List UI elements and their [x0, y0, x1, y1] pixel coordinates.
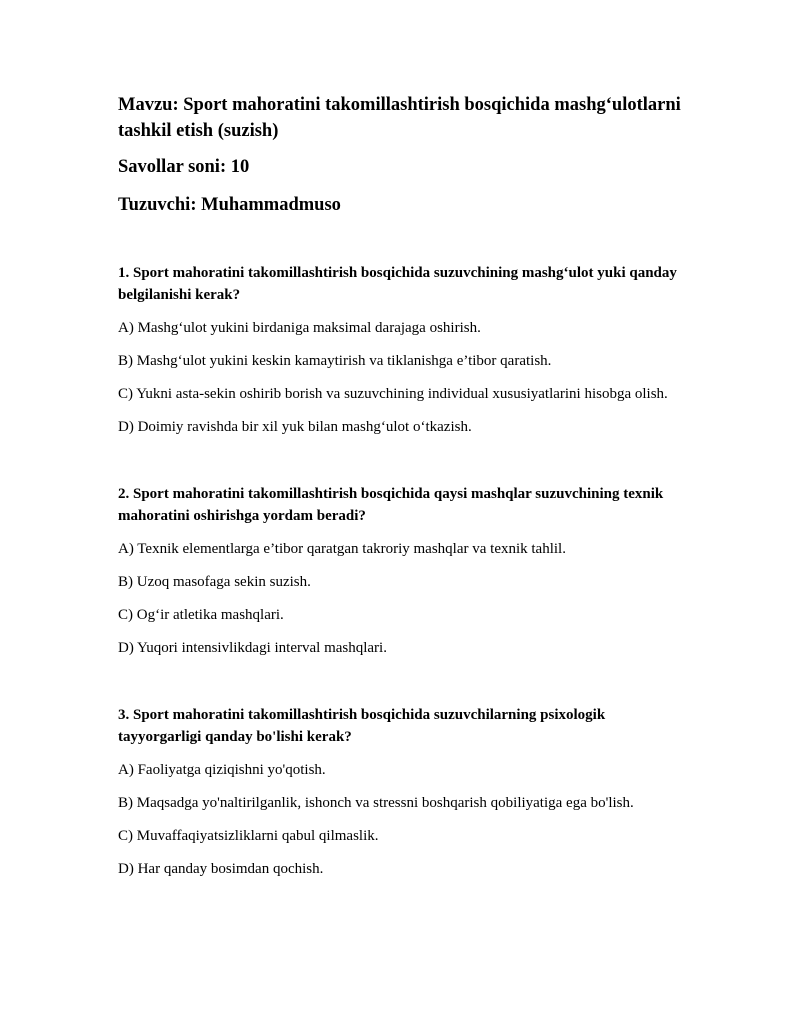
question-text: 3. Sport mahoratini takomillashtirish bosqichida suzuvchilarning psixologik tayyorgarligi qanday bo'lishi kerak?: [118, 707, 606, 745]
answer-option-a: A) Texnik elementlarga e’tibor qaratgan takroriy mashqlar va texnik tahlil.: [118, 541, 566, 557]
answer-option-b: B) Uzoq masofaga sekin suzish.: [118, 574, 311, 590]
question-block: [118, 262, 688, 438]
answer-option-b: B) Mashg‘ulot yukini keskin kamaytirish va tiklanishga e’tibor qaratish.: [118, 353, 552, 369]
answer-option-c: C) Yukni asta-sekin oshirib borish va suzuvchining individual xususiyatlarini hisobga olish.: [118, 386, 668, 402]
author-line: Tuzuvchi: Muhammadmuso: [118, 195, 341, 215]
question-text: 2. Sport mahoratini takomillashtirish bosqichida qaysi mashqlar suzuvchining texnik mahoratini oshirishga yordam beradi?: [118, 486, 664, 524]
answer-option-a: A) Mashg‘ulot yukini birdaniga maksimal darajaga oshirish.: [118, 320, 481, 336]
answer-option-a: A) Faoliyatga qiziqishni yo'qotish.: [118, 762, 326, 778]
answer-option-d: D) Doimiy ravishda bir xil yuk bilan mashg‘ulot o‘tkazish.: [118, 419, 472, 435]
answer-option-c: C) Og‘ir atletika mashqlari.: [118, 607, 284, 623]
answer-option-d: D) Har qanday bosimdan qochish.: [118, 861, 324, 877]
answer-option-b: B) Maqsadga yo'naltirilganlik, ishonch va stressni boshqarish qobiliyatiga ega bo'lish.: [118, 795, 634, 811]
question-block: [118, 483, 688, 659]
question-count: Savollar soni: 10: [118, 157, 250, 177]
question-text: 1. Sport mahoratini takomillashtirish bosqichida suzuvchining mashg‘ulot yuki qanday belgilanishi kerak?: [118, 265, 677, 303]
question-block: [118, 704, 688, 880]
document-title: Mavzu: Sport mahoratini takomillashtirish bosqichida mashg‘ulotlarni tashkil etish (suzish): [118, 95, 681, 141]
document-page: [118, 92, 688, 891]
answer-option-c: C) Muvaffaqiyatsizliklarni qabul qilmaslik.: [118, 828, 379, 844]
answer-option-d: D) Yuqori intensivlikdagi interval mashqlari.: [118, 640, 387, 656]
